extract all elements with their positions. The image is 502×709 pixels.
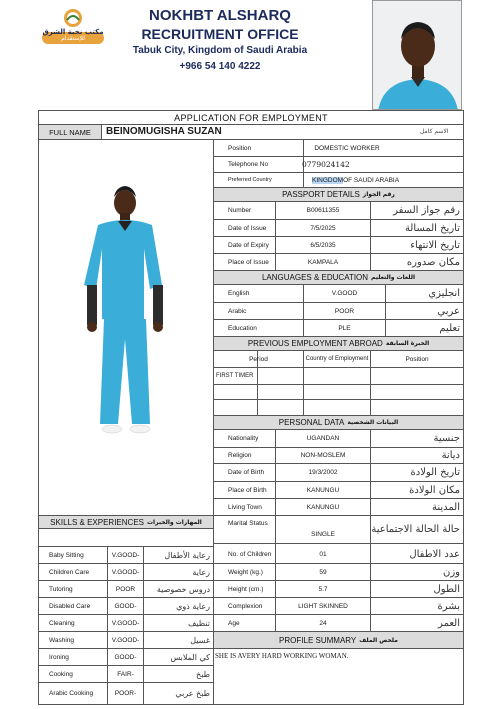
education-value: PLE xyxy=(338,324,351,332)
preferred-country-value: KINGDOM OF SAUDI ARABIA xyxy=(312,176,400,184)
languages-heading: LANGUAGES & EDUCATION اللغات والتعليم xyxy=(214,271,463,284)
full-body-photo xyxy=(60,175,190,445)
skill-ironing-value: GOOD- xyxy=(114,653,137,661)
complexion-ar: بشرة xyxy=(437,600,460,612)
skill-ironing-label: Ironing xyxy=(49,653,69,661)
place-of-issue-label: Place of Issue xyxy=(228,258,269,266)
living-town-value: KANUNGU xyxy=(306,503,340,511)
logo-text-ar: مكتب نخبة الشرق xyxy=(42,28,104,36)
religion-ar: ديانة xyxy=(441,450,460,461)
date-of-issue-ar: تاريخ المسالة xyxy=(404,222,460,234)
date-of-birth-label: Date of Birth xyxy=(228,469,265,476)
place-of-birth-ar: مكان الولادة xyxy=(409,484,460,496)
personal-data-heading: PERSONAL DATA البيانات الشخصية xyxy=(214,416,463,429)
skill-ironing-ar: كي الملابس xyxy=(170,652,210,662)
complexion-label: Complexion xyxy=(228,602,263,610)
profile-summary-heading: PROFILE SUMMARY ملخص الملف xyxy=(214,632,463,648)
skill-cleaning-value: V.GOOD- xyxy=(111,619,140,627)
place-of-issue-ar: مكان صدوره xyxy=(406,256,460,268)
english-ar: انجليزي xyxy=(428,288,460,299)
skill-cleaning-ar: تنظيف xyxy=(188,618,210,628)
height-label: Height (cm.) xyxy=(228,585,264,593)
education-ar: تعليم xyxy=(439,322,460,334)
telephone-value: 0779024142 xyxy=(302,160,350,169)
age-value: 24 xyxy=(319,619,327,627)
marital-status-value: SINGLE xyxy=(311,530,335,538)
date-of-expiry-value: 6/5/2035 xyxy=(310,241,336,249)
logo-subtext-ar: للإستقدام xyxy=(61,35,85,42)
employment-col-period: Period xyxy=(249,355,268,363)
skill-tutoring-value: POOR xyxy=(115,585,136,593)
arabic-value: POOR xyxy=(334,307,355,315)
place-of-issue-value: KAMPALA xyxy=(307,258,339,266)
nationality-label: Nationality xyxy=(228,435,259,442)
skill-children-care-value: V.GOOD- xyxy=(111,568,140,576)
position-value: DOMESTIC WORKER xyxy=(314,145,380,152)
passport-number-ar: رقم جواز السفر xyxy=(393,205,460,216)
full-name-value: BEINOMUGISHA SUZAN xyxy=(106,126,222,137)
skill-arabic-cooking-value: POOR- xyxy=(114,690,137,697)
age-ar: العمر xyxy=(438,617,460,629)
preferred-country-label: Preferred Country xyxy=(228,177,272,183)
date-of-issue-label: Date of Issue xyxy=(228,224,267,232)
date-of-expiry-ar: تاريخ الانتهاء xyxy=(410,239,460,251)
skill-cooking-value: FAIR- xyxy=(117,670,134,678)
living-town-label: Living Town xyxy=(228,503,262,511)
full-name-label-ar: الاسم كامل xyxy=(420,128,449,135)
passport-number-label: Number xyxy=(228,207,252,214)
place-of-birth-value: KANUNGU xyxy=(306,486,340,494)
company-name: NOKHBT ALSHARQ xyxy=(149,7,291,24)
children-count-label: No. of Children xyxy=(228,550,272,558)
skill-disabled-care-label: Disabled Care xyxy=(49,602,91,610)
arabic-label: Arabic xyxy=(228,307,247,315)
skill-disabled-care-ar: رعاية ذوي xyxy=(176,601,210,611)
office-phone: +966 54 140 4222 xyxy=(179,61,261,72)
skill-tutoring-label: Tutoring xyxy=(49,585,73,593)
skill-baby-sitting-label: Baby Sitting xyxy=(49,551,84,559)
children-count-ar: عدد الاطفال xyxy=(409,548,460,560)
employment-col-position: Position xyxy=(405,355,429,363)
height-ar: الطول xyxy=(433,583,460,595)
complexion-value: LIGHT SKINNED xyxy=(298,602,348,610)
skill-disabled-care-value: GOOD- xyxy=(114,602,137,610)
education-label: Education xyxy=(228,324,257,332)
passport-details-heading: PASSPORT DETAILS رقم الجواز xyxy=(214,188,463,201)
skill-arabic-cooking-ar: طبخ عربي xyxy=(175,689,210,698)
skill-arabic-cooking-label: Arabic Cooking xyxy=(49,690,94,697)
skill-cooking-label: Cooking xyxy=(49,670,73,678)
skill-baby-sitting-value: V.GOOD- xyxy=(111,551,140,559)
age-label: Age xyxy=(228,619,240,627)
passport-number-value: B00611355 xyxy=(306,207,340,214)
religion-value: NON-MOSLEM xyxy=(300,452,346,459)
arabic-ar: عربي xyxy=(437,305,460,317)
weight-label: Weight (kg.) xyxy=(228,568,263,576)
children-count-value: 01 xyxy=(319,550,327,558)
skill-baby-sitting-ar: رعاية الأطفال xyxy=(164,550,210,560)
marital-status-label: Marital Status xyxy=(228,519,268,527)
date-of-birth-value: 19/3/2002 xyxy=(308,469,338,476)
religion-label: Religion xyxy=(228,452,252,459)
english-label: English xyxy=(228,290,250,297)
skill-cooking-ar: طبخ xyxy=(196,669,210,679)
living-town-ar: المدينة xyxy=(431,501,460,513)
employment-first-timer: FIRST TIMER xyxy=(216,373,254,379)
telephone-label: Telephone No xyxy=(228,161,269,168)
skill-children-care-label: Children Care xyxy=(49,568,90,576)
height-value: 5.7 xyxy=(318,585,328,593)
skill-washing-value: V.GOOD- xyxy=(111,636,140,644)
skills-heading: SKILLS & EXPERIENCES المهارات والخبرات xyxy=(39,516,213,528)
date-of-birth-ar: تاريخ الولادة xyxy=(410,467,460,478)
company-logo xyxy=(38,6,108,46)
place-of-birth-label: Place of Birth xyxy=(228,486,267,494)
date-of-expiry-label: Date of Expiry xyxy=(228,241,269,249)
marital-status-ar: حالة الحالة الاجتماعية xyxy=(371,524,460,535)
nationality-ar: جنسية xyxy=(433,433,460,444)
employment-heading: PREVIOUS EMPLOYMENT ABROAD الخبرة السابقة xyxy=(214,337,463,350)
skill-washing-label: Washing xyxy=(49,636,75,644)
application-title: APPLICATION FOR EMPLOYMENT xyxy=(39,111,463,124)
skill-children-care-ar: رعاية xyxy=(192,567,210,577)
skill-tutoring-ar: دروس خصوصية xyxy=(156,584,210,594)
office-location: Tabuk City, Kingdom of Saudi Arabia xyxy=(132,45,308,56)
english-value: V.GOOD xyxy=(331,290,358,297)
weight-value: 59 xyxy=(319,568,327,576)
full-name-label: FULL NAME xyxy=(39,125,101,139)
office-name: RECRUITMENT OFFICE xyxy=(141,26,299,42)
employment-col-country: Country of Employment xyxy=(305,355,369,362)
skill-cleaning-label: Cleaning xyxy=(49,619,75,627)
portrait-photo xyxy=(372,0,462,110)
profile-summary-text: SHE IS AVERY HARD WORKING WOMAN. xyxy=(215,652,349,660)
weight-ar: وزن xyxy=(442,566,460,578)
nationality-value: UGANDAN xyxy=(306,435,340,442)
date-of-issue-value: 7/5/2025 xyxy=(310,224,336,232)
position-label: Position xyxy=(228,145,252,152)
skill-washing-ar: غسيل xyxy=(190,635,210,645)
